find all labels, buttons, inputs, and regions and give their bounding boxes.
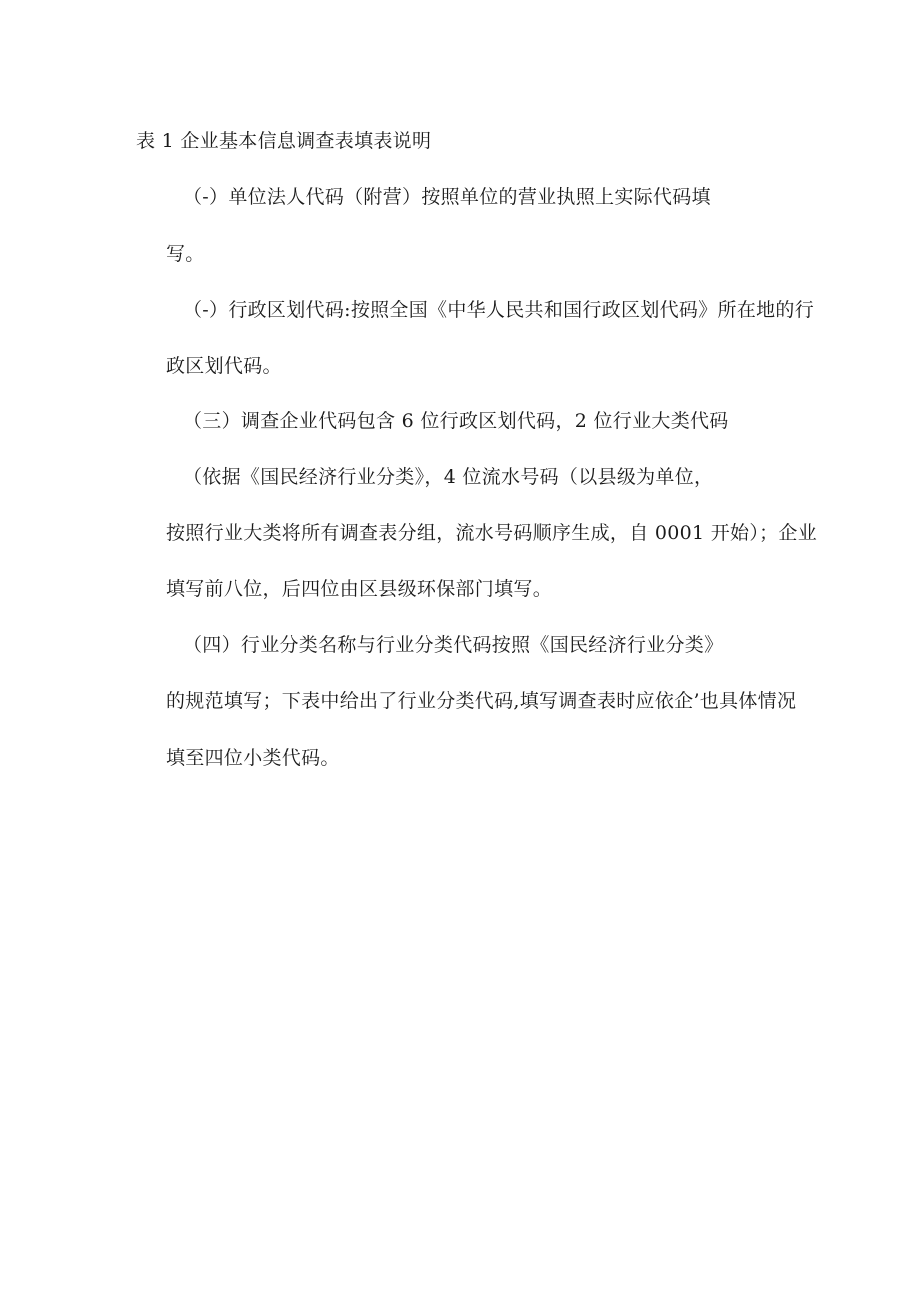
document-title: 表 1 企业基本信息调查表填表说明 [136,130,432,152]
paragraph-line: 写。 [166,243,205,265]
paragraph-line: （依据《国民经济行业分类》，4 位流水号码（以县级为单位， [183,466,714,488]
paragraph-line: 填写前八位，后四位由区县级环保部门填写。 [166,578,553,600]
paragraph-line: （三）调查企业代码包含 6 位行政区划代码，2 位行业大类代码 [183,410,729,432]
paragraph-line: （四）行业分类名称与行业分类代码按照《国民经济行业分类》 [183,634,724,656]
paragraph-line: 按照行业大类将所有调查表分组，流水号码顺序生成，自 0001 开始）；企业 [166,522,818,544]
paragraph-line: 的规范填写；下表中给出了行业分类代码,填写调查表时应依企’也具体情况 [166,690,797,712]
paragraph-line: 政区划代码。 [166,355,282,377]
paragraph-line: 填至四位小类代码。 [166,747,340,769]
paragraph-line: （-）单位法人代码（附营）按照单位的营业执照上实际代码填 [183,186,711,208]
paragraph-line: （-）行政区划代码:按照全国《中华人民共和国行政区划代码》所在地的行 [183,299,815,321]
